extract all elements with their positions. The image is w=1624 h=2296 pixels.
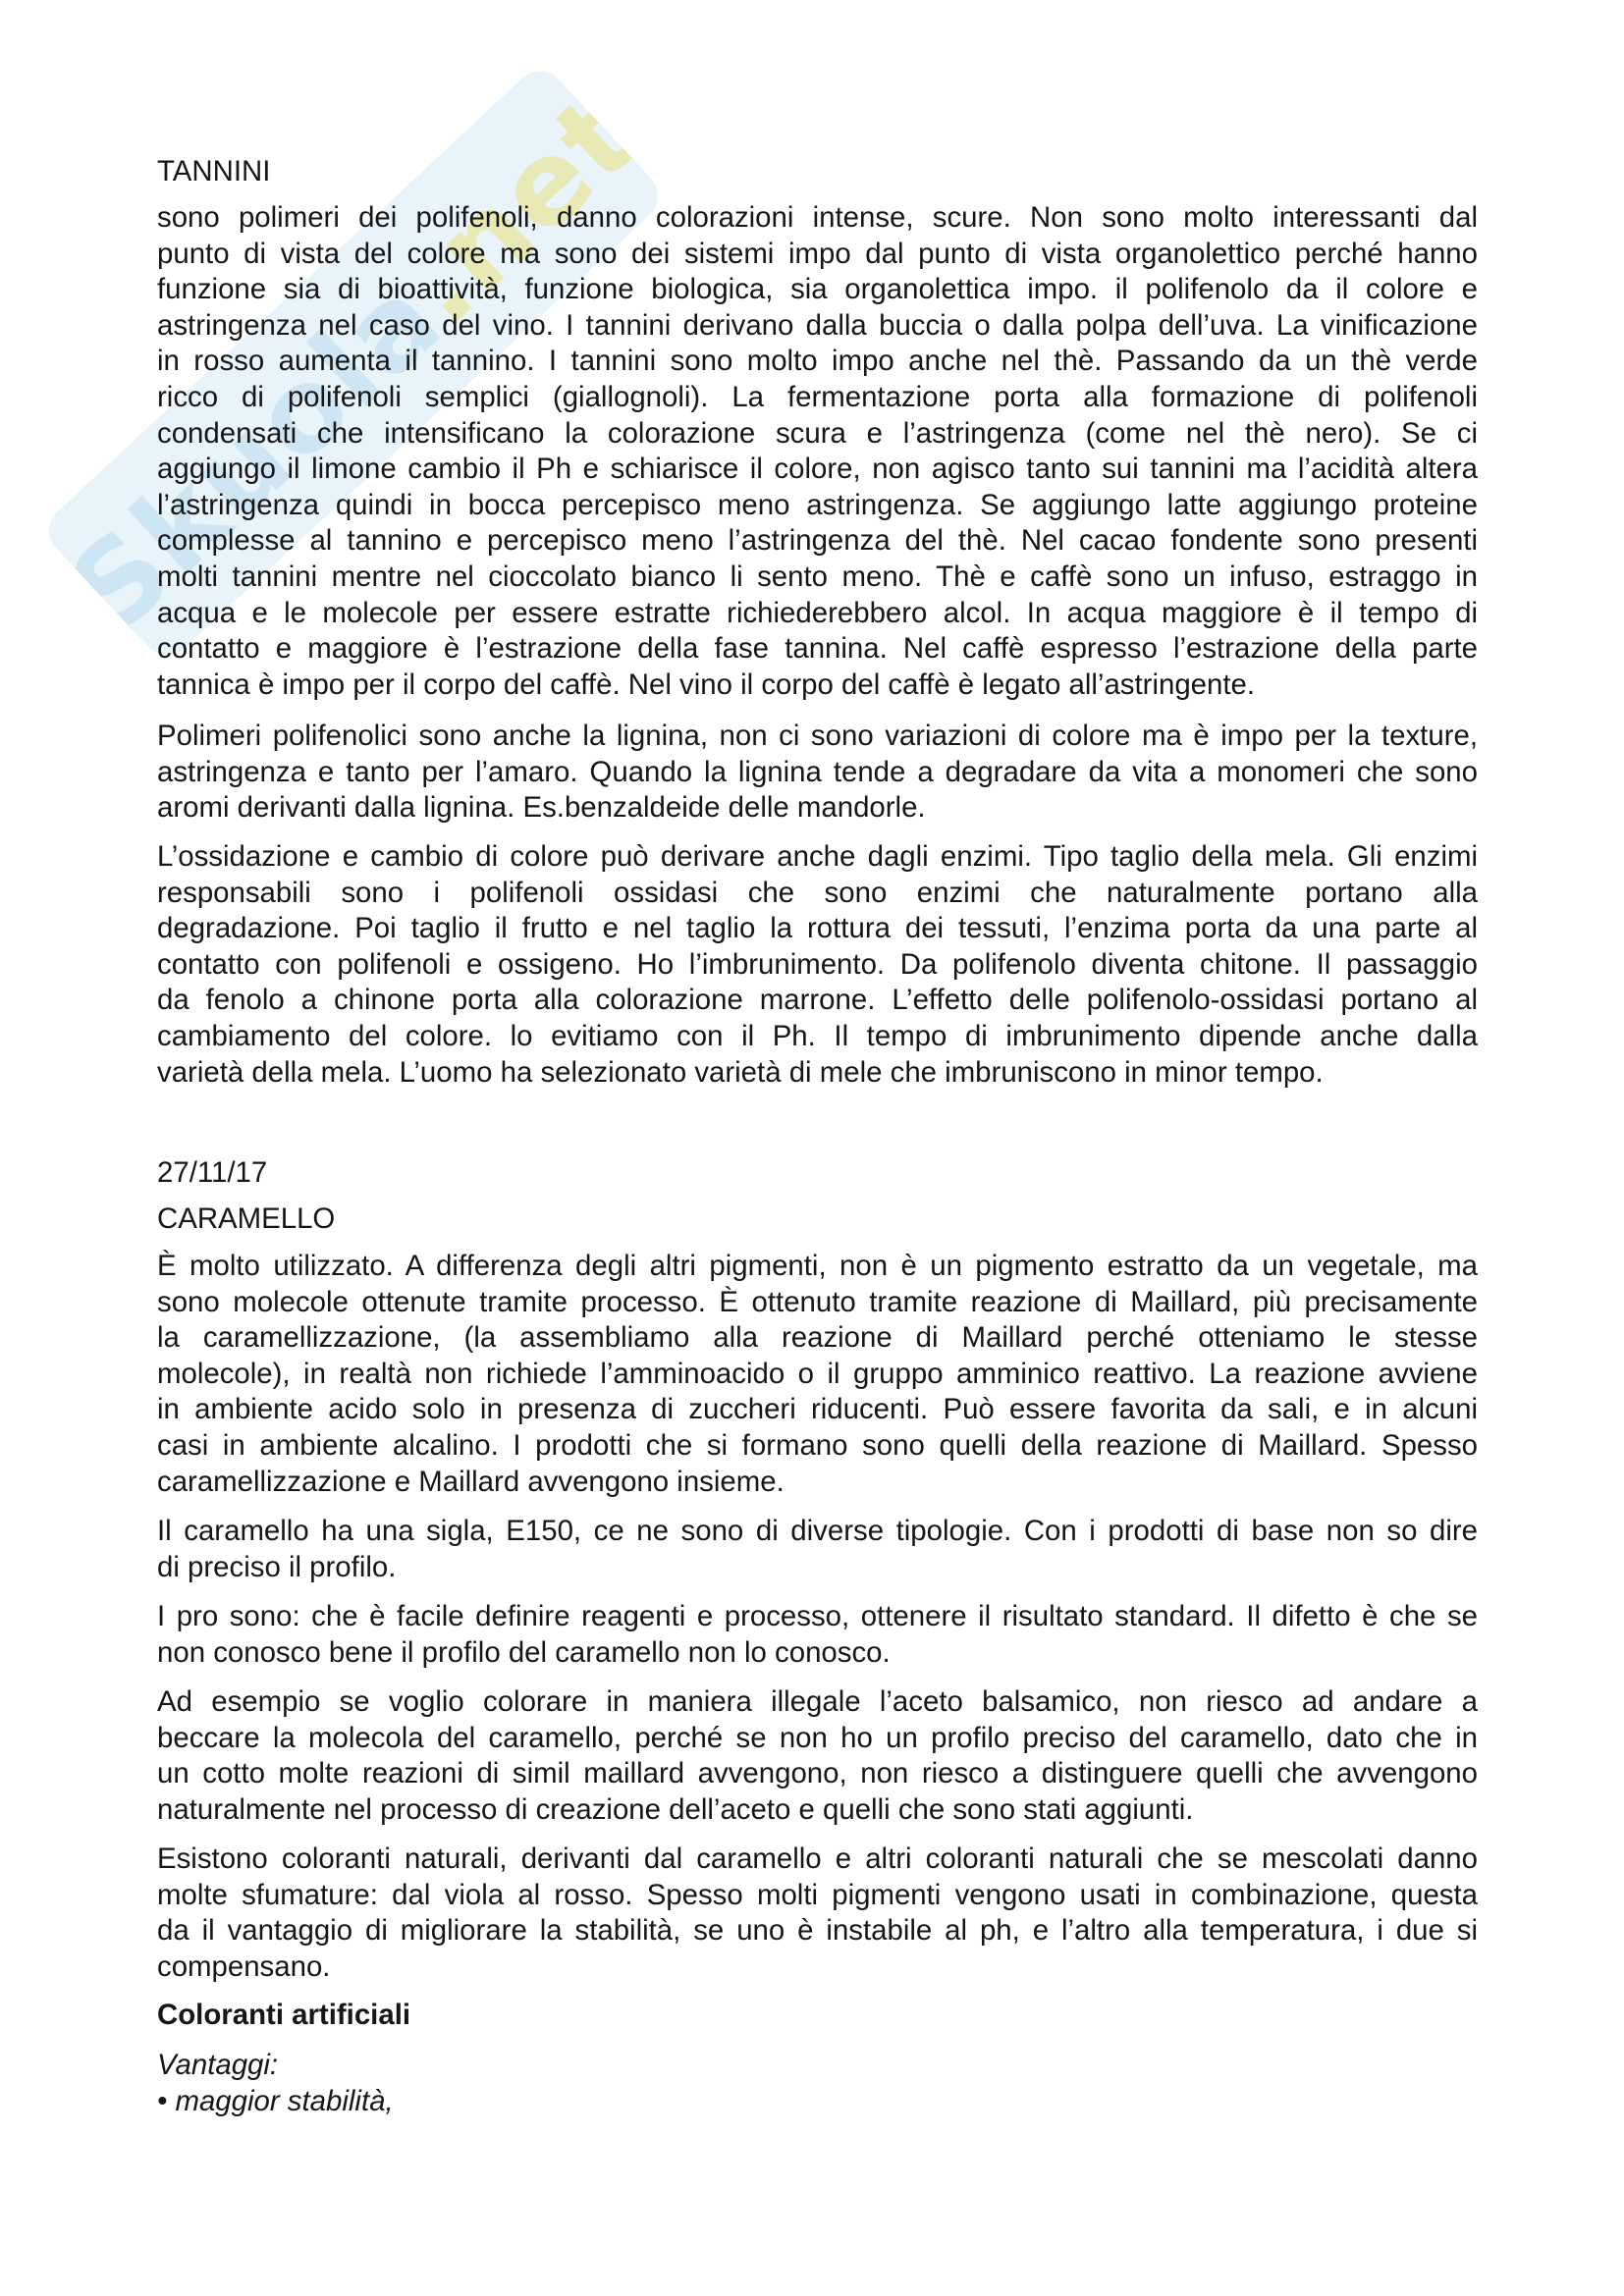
- paragraph-line: da fenolo a chinone porta alla colorazione marrone. L’effetto delle polifenolo-ossidasi portano al: [157, 984, 1478, 1017]
- paragraph-line: responsabili sono i polifenoli ossidasi che sono enzimi che naturalmente portano alla: [157, 876, 1478, 909]
- paragraph-line: l’astringenza quindi in bocca percepisco meno astringenza. Se aggiungo latte aggiungo proteine: [157, 488, 1478, 521]
- advantages-label: Vantaggi:: [157, 2049, 279, 2081]
- paragraph-line: I pro sono: che è facile definire reagenti e processo, ottenere il risultato standard. Il difetto è che se: [157, 1600, 1478, 1632]
- paragraph: [157, 200, 1478, 703]
- paragraph-line: beccare la molecola del caramello, perché se non ho un profilo preciso del caramello, dato che in: [157, 1721, 1478, 1754]
- paragraph-line: cambiamento del colore. lo evitiamo con il Ph. Il tempo di imbrunimento dipende anche dalla: [157, 1019, 1478, 1052]
- paragraph-line: varietà della mela. L’uomo ha selezionato varietà di mele che imbruniscono in minor tempo.: [157, 1055, 1324, 1089]
- paragraph-line: non conosco bene il profilo del caramello non lo conosco.: [157, 1635, 891, 1669]
- paragraph: [157, 1684, 1478, 1828]
- paragraph: [157, 1249, 1478, 1500]
- paragraph-line: degradazione. Poi taglio il frutto e nel taglio la rottura dei tessuti, l’enzima porta da una parte al: [157, 912, 1478, 945]
- paragraph-line: L’ossidazione e cambio di colore può derivare anche dagli enzimi. Tipo taglio della mela. Gli enzimi: [157, 840, 1478, 873]
- paragraph: [157, 719, 1478, 827]
- paragraph-line: aggiungo il limone cambio il Ph e schiarisce il colore, non agisco tanto sui tannini ma l’acidità altera: [157, 453, 1478, 486]
- paragraph-line: compensano.: [157, 1949, 331, 1983]
- paragraph: [157, 839, 1478, 1091]
- paragraph-line: naturalmente nel processo di creazione dell’aceto e quelli che sono stati aggiunti.: [157, 1792, 1194, 1826]
- paragraph-line: sono polimeri dei polifenoli, danno colorazioni intense, scure. Non sono molto interessanti dal: [157, 201, 1478, 234]
- paragraph-line: in rosso aumenta il tannino. I tannini sono molto impo anche nel thè. Passando da un thè verde: [157, 345, 1478, 378]
- date-label: 27/11/17: [157, 1156, 268, 1189]
- paragraph-line: la caramellizzazione, (la assembliamo alla reazione di Maillard perché otteniamo le stesse: [157, 1321, 1478, 1355]
- paragraph: [157, 1599, 1478, 1671]
- advantages-list: [157, 2048, 1478, 2119]
- paragraph-line: molti tannini mentre nel cioccolato bianco li sento meno. Thè e caffè sono un infuso, estraggo in: [157, 560, 1478, 593]
- paragraph-line: molecole), in realtà non richiede l’amminoacido o il gruppo amminico reattivo. La reazione avviene: [157, 1357, 1478, 1390]
- paragraph-line: È molto utilizzato. A differenza degli altri pigmenti, non è un pigmento estratto da un vegetale, ma: [157, 1250, 1478, 1282]
- paragraph-line: casi in ambiente alcalino. I prodotti che si formano sono quelli della reazione di Maillard. Spesso: [157, 1428, 1478, 1462]
- paragraph-line: ricco di polifenoli semplici (giallognoli). La fermentazione porta alla formazione di polifenoli: [157, 380, 1478, 413]
- paragraph-line: aromi derivanti dalla lignina. Es.benzaldeide delle mandorle.: [157, 791, 926, 825]
- paragraph-line: tannica è impo per il corpo del caffè. Nel vino il corpo del caffè è legato all’astringente.: [157, 667, 1256, 701]
- paragraph-line: condensati che intensificano la colorazione scura e l’astringenza (come nel thè nero). Se ci: [157, 416, 1478, 450]
- paragraph-line: Il caramello ha una sigla, E150, ce ne sono di diverse tipologie. Con i prodotti di base non so dire: [157, 1515, 1478, 1547]
- paragraph-line: sono molecole ottenute tramite processo. È ottenuto tramite reazione di Maillard, più precisamente: [157, 1285, 1478, 1318]
- paragraph-line: di preciso il profilo.: [157, 1550, 397, 1583]
- paragraph-line: un cotto molte reazioni di simil maillard avvengono, non riesco a distinguere quelli che avvengono: [157, 1757, 1478, 1790]
- paragraph-line: contatto e maggiore è l’estrazione della fase tannina. Nel caffè espresso l’estrazione della parte: [157, 632, 1478, 666]
- watermark-name: Skuola: [43, 250, 467, 659]
- section-heading-tannini: TANNINI: [157, 155, 271, 187]
- watermark-suffix: .net: [374, 68, 664, 350]
- paragraph-line: Polimeri polifenolici sono anche la lignina, non ci sono variazioni di colore ma è impo per la texture,: [157, 720, 1478, 752]
- paragraph-line: contatto con polifenoli e ossigeno. Ho l’imbrunimento. Da polifenolo diventa chitone. Il passaggio: [157, 947, 1478, 981]
- paragraph-line: astringenza e tanto per l’amaro. Quando la lignina tende a degradare da vita a monomeri che sono: [157, 755, 1478, 788]
- paragraph-line: Esistono coloranti naturali, derivanti dal caramello e altri coloranti naturali che se mescolati danno: [157, 1842, 1478, 1875]
- paragraph-line: complesse al tannino e percepisco meno l’astringenza del thè. Nel cacao fondente sono presenti: [157, 524, 1478, 558]
- paragraph: [157, 1514, 1478, 1585]
- paragraph-line: Ad esempio se voglio colorare in maniera illegale l’aceto balsamico, non riesco ad andare a: [157, 1685, 1478, 1718]
- list-item: • maggior stabilità,: [157, 2084, 394, 2117]
- paragraph-line: punto di vista del colore ma sono dei sistemi impo dal punto di vista organolettico perché hanno: [157, 237, 1478, 270]
- paragraph-line: in ambiente acido solo in presenza di zuccheri riducenti. Può essere favorita da sali, e in alcuni: [157, 1393, 1478, 1426]
- paragraph-line: molte sfumature: dal viola al rosso. Spesso molti pigmenti vengono usati in combinazione, questa: [157, 1878, 1478, 1911]
- section-heading-caramello: CARAMELLO: [157, 1202, 336, 1235]
- subheading-coloranti-artificiali: Coloranti artificiali: [157, 1999, 411, 2031]
- paragraph-line: da il vantaggio di migliorare la stabilità, se uno è instabile al ph, e l’altro alla temperatura, i due si: [157, 1914, 1478, 1948]
- paragraph-line: funzione sia di bioattività, funzione biologica, sia organolettica impo. il polifenolo da il colore e: [157, 273, 1478, 306]
- paragraph-line: astringenza nel caso del vino. I tannini derivano dalla buccia o dalla polpa dell’uva. La vinificazione: [157, 308, 1478, 342]
- paragraph: [157, 1842, 1478, 1985]
- paragraph-line: caramellizzazione e Maillard avvengono insieme.: [157, 1465, 785, 1498]
- paragraph-line: acqua e le molecole per essere estratte richiederebbero alcol. In acqua maggiore è il tempo di: [157, 596, 1478, 629]
